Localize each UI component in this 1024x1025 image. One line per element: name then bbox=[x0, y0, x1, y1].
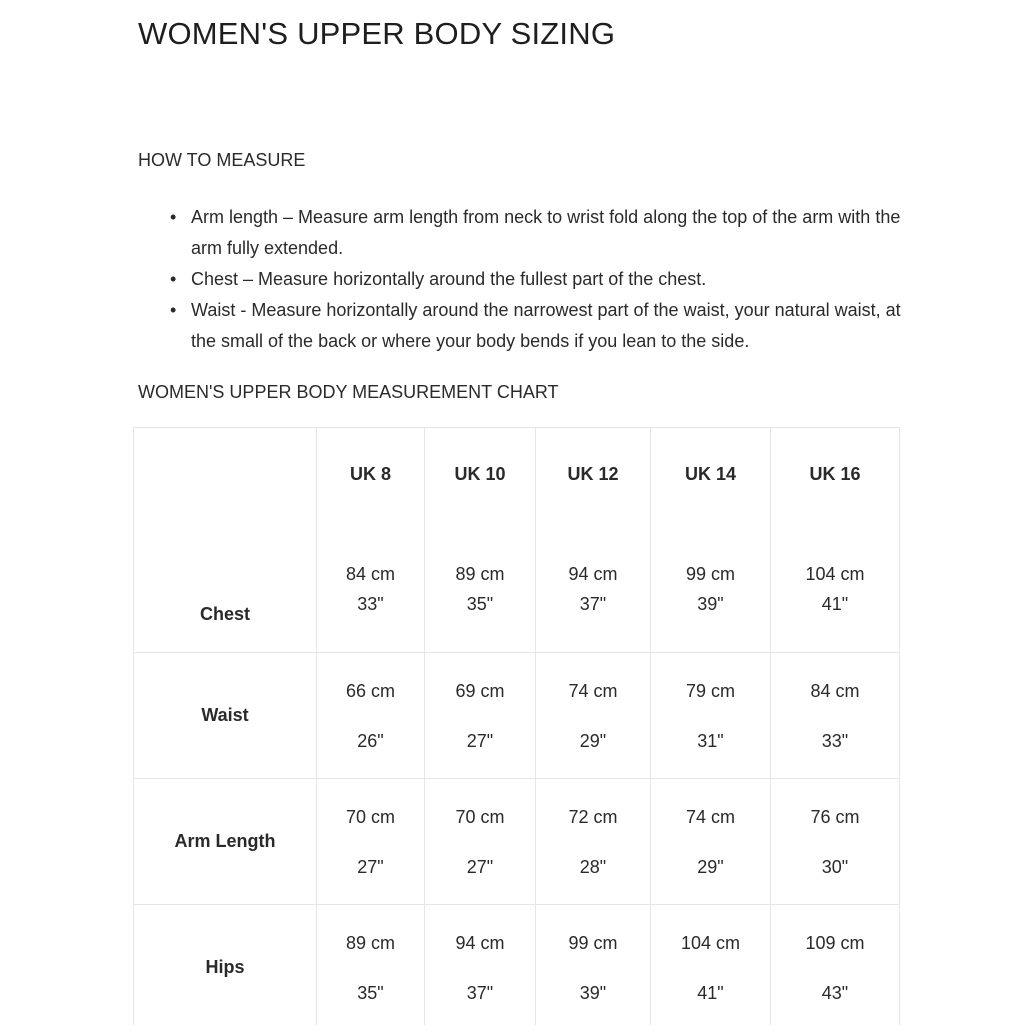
size-header: UK 12 bbox=[536, 464, 650, 485]
table-cell bbox=[651, 779, 771, 905]
instruction-chest bbox=[170, 264, 910, 295]
measurement-chart-heading: WOMEN'S UPPER BODY MEASUREMENT CHART bbox=[138, 382, 559, 403]
table-cell bbox=[651, 653, 771, 779]
instruction-text: Chest – Measure horizontally around the fullest part of the chest. bbox=[191, 269, 706, 289]
size-header: UK 14 bbox=[651, 464, 770, 485]
waist-inch-value: 31" bbox=[651, 731, 770, 752]
bullet-icon: • bbox=[170, 202, 176, 233]
waist-cm-value: 66 cm bbox=[317, 681, 424, 702]
arm-length-inch-value: 28" bbox=[536, 857, 650, 878]
table-cell bbox=[317, 905, 425, 1025]
hips-inch-value: 39" bbox=[536, 983, 650, 1004]
arm-length-cm-value: 74 cm bbox=[651, 807, 770, 828]
row-label-hips: Hips bbox=[134, 957, 316, 978]
size-column-uk12 bbox=[536, 428, 651, 653]
arm-length-cm-value: 70 cm bbox=[425, 807, 535, 828]
waist-cm-value: 79 cm bbox=[651, 681, 770, 702]
instruction-waist bbox=[170, 295, 910, 357]
waist-cm-value: 74 cm bbox=[536, 681, 650, 702]
row-label-waist: Waist bbox=[134, 705, 316, 726]
chest-inch-value: 39" bbox=[651, 594, 770, 615]
waist-inch-value: 29" bbox=[536, 731, 650, 752]
bullet-icon: • bbox=[170, 264, 176, 295]
table-cell bbox=[425, 653, 536, 779]
table-cell bbox=[536, 653, 651, 779]
table-cell bbox=[771, 905, 900, 1025]
table-row-arm-length bbox=[134, 779, 900, 905]
size-column-uk8 bbox=[317, 428, 425, 653]
size-header: UK 8 bbox=[317, 464, 424, 485]
hips-inch-value: 43" bbox=[771, 983, 899, 1004]
instruction-text: Arm length – Measure arm length from neck to wrist fold along the top of the arm with the arm fully extended. bbox=[191, 207, 900, 258]
arm-length-cm-value: 70 cm bbox=[317, 807, 424, 828]
table-cell bbox=[536, 905, 651, 1025]
table-row-chest bbox=[134, 428, 900, 653]
chest-cm-value: 84 cm bbox=[317, 564, 424, 585]
row-label-cell bbox=[134, 428, 317, 653]
chest-cm-value: 94 cm bbox=[536, 564, 650, 585]
instruction-arm-length bbox=[170, 202, 910, 264]
page-title: WOMEN'S UPPER BODY SIZING bbox=[138, 16, 615, 52]
table-cell bbox=[771, 653, 900, 779]
bullet-icon: • bbox=[170, 295, 176, 326]
hips-cm-value: 89 cm bbox=[317, 933, 424, 954]
row-label-cell bbox=[134, 779, 317, 905]
size-header: UK 16 bbox=[771, 464, 899, 485]
waist-cm-value: 84 cm bbox=[771, 681, 899, 702]
arm-length-cm-value: 72 cm bbox=[536, 807, 650, 828]
table-cell bbox=[317, 779, 425, 905]
arm-length-inch-value: 29" bbox=[651, 857, 770, 878]
waist-inch-value: 27" bbox=[425, 731, 535, 752]
chest-cm-value: 89 cm bbox=[425, 564, 535, 585]
hips-cm-value: 99 cm bbox=[536, 933, 650, 954]
size-header: UK 10 bbox=[425, 464, 535, 485]
how-to-measure-heading: HOW TO MEASURE bbox=[138, 150, 305, 171]
chest-cm-value: 99 cm bbox=[651, 564, 770, 585]
row-label-cell bbox=[134, 905, 317, 1025]
chest-inch-value: 41" bbox=[771, 594, 899, 615]
chest-inch-value: 35" bbox=[425, 594, 535, 615]
waist-inch-value: 26" bbox=[317, 731, 424, 752]
chest-cm-value: 104 cm bbox=[771, 564, 899, 585]
row-label-arm-length: Arm Length bbox=[134, 831, 316, 852]
row-label-chest: Chest bbox=[134, 604, 316, 625]
table-row-hips bbox=[134, 905, 900, 1025]
table-cell bbox=[651, 905, 771, 1025]
hips-cm-value: 109 cm bbox=[771, 933, 899, 954]
hips-inch-value: 37" bbox=[425, 983, 535, 1004]
table-cell bbox=[317, 653, 425, 779]
hips-inch-value: 41" bbox=[651, 983, 770, 1004]
arm-length-inch-value: 30" bbox=[771, 857, 899, 878]
arm-length-cm-value: 76 cm bbox=[771, 807, 899, 828]
table-cell bbox=[425, 905, 536, 1025]
arm-length-inch-value: 27" bbox=[425, 857, 535, 878]
chest-inch-value: 37" bbox=[536, 594, 650, 615]
table-cell bbox=[425, 779, 536, 905]
waist-inch-value: 33" bbox=[771, 731, 899, 752]
table-row-waist bbox=[134, 653, 900, 779]
waist-cm-value: 69 cm bbox=[425, 681, 535, 702]
size-column-uk16 bbox=[771, 428, 900, 653]
hips-cm-value: 104 cm bbox=[651, 933, 770, 954]
chest-inch-value: 33" bbox=[317, 594, 424, 615]
measure-instructions-list bbox=[170, 202, 910, 357]
size-column-uk10 bbox=[425, 428, 536, 653]
hips-cm-value: 94 cm bbox=[425, 933, 535, 954]
size-column-uk14 bbox=[651, 428, 771, 653]
instruction-text: Waist - Measure horizontally around the narrowest part of the waist, your natural waist, at the small of the back or where your body bends if you lean to the side. bbox=[191, 300, 901, 351]
row-label-cell bbox=[134, 653, 317, 779]
measurement-table bbox=[133, 427, 900, 1025]
table-cell bbox=[771, 779, 900, 905]
table-cell bbox=[536, 779, 651, 905]
hips-inch-value: 35" bbox=[317, 983, 424, 1004]
arm-length-inch-value: 27" bbox=[317, 857, 424, 878]
